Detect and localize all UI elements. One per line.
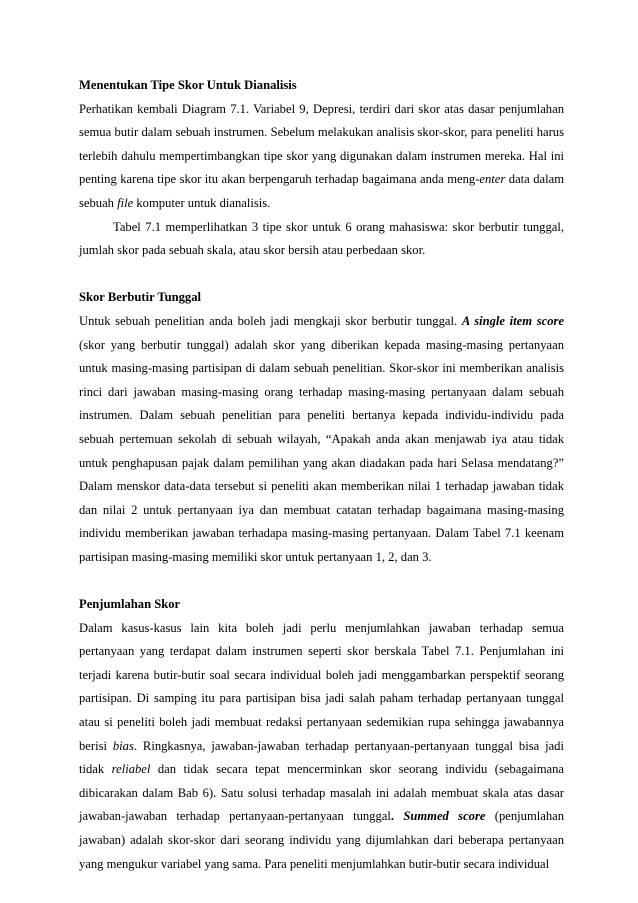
paragraph-tipe-skor-1 — [79, 98, 564, 216]
section-heading-penjumlahan-skor: Penjumlahan Skor — [79, 597, 181, 612]
text-run: (penjumlahan jawaban) adalah skor-skor dari seorang individu yang dijumlahkan dari beberapa pertanyaan yang mengukur variabel yang sama. Para peneliti menjumlahkan butir-butir secara individual — [79, 809, 565, 871]
section-spacer — [79, 263, 564, 287]
text-run: dan tidak secara tepat mencerminkan skor seorang individu (sebagaimana dibicarakan dalam Bab 6). Satu solusi terhadap masalah ini adalah membuat skala atas dasar jawaban-jawaban terhadap pertanyaan-pertanyaan tunggal — [79, 762, 564, 824]
paragraph-penjumlahan-skor — [79, 617, 564, 877]
section-spacer — [79, 569, 564, 593]
text-run: Dalam kasus-kasus lain kita boleh jadi perlu menjumlahkan jawaban terhadap semua pertanyaan yang terdapat dalam instrumen seperti skor berskala Tabel 7.1. Penjumlahan ini terjadi karena butir-butir soal secara individual boleh jadi menggambarkan perspektif seorang partisipan. Di samping itu para partisipan bisa jadi salah paham terhadap pertanyaan tunggal atau si peneliti boleh jadi membuat redaksi pertanyaan sedemikian rupa sehingga jawabannya berisi — [79, 620, 564, 753]
bold-italic-term-summed-score: Summed score — [403, 809, 486, 824]
text-run: komputer untuk dianalisis. — [133, 195, 271, 210]
text-run: data dalam sebuah — [79, 172, 564, 210]
italic-term-reliabel: reliabel — [111, 762, 151, 777]
text-run: Untuk sebuah penelitian anda boleh jadi mengkaji skor berbutir tunggal. — [79, 313, 462, 328]
bold-period: . — [390, 809, 395, 824]
italic-term-bias: bias — [112, 738, 134, 753]
text-run: (skor yang berbutir tunggal) adalah skor yang diberikan kepada masing-masing pertanyaan untuk masing-masing partisipan di dalam sebuah penelitian. Skor-skor ini memberikan analisis rinci dari jawaban masing-masing orang terhadap masing-masing pertanyaan dalam sebuah instrumen. Dalam sebuah penelitian para peneliti bertanya kepada individu-individu pada sebuah pertemuan sekolah di sebuah wilayah, “Apakah anda akan menjawab iya atau tidak untuk penghapusan pajak dalam pemilihan yang akan diadakan pada hari Selasa mendatang?” Dalam menskor data-data tersebut si peneliti akan memberikan nilai 1 terhadap jawaban tidak dan nilai 2 untuk pertanyaan iya dan membuat catatan terhadap bagaimana masing-masing individu memberikan jawaban terhadapa masing-masing pertanyaan. Dalam Tabel 7.1 keenam partisipan masing-masing memiliki skor untuk pertanyaan 1, 2, dan 3. — [79, 337, 564, 564]
text-run: . Ringkasnya, jawaban-jawaban terhadap pertanyaan-pertanyaan tunggal bisa jadi tidak — [79, 738, 564, 777]
text-run — [394, 809, 403, 823]
section-heading-skor-berbutir-tunggal: Skor Berbutir Tunggal — [79, 290, 202, 305]
paragraph-tipe-skor-2: Tabel 7.1 memperlihatkan 3 tipe skor untuk 6 orang mahasiswa: skor berbutir tunggal, jumlah skor pada sebuah skala, atau skor bersih atau perbedaan skor. — [79, 219, 564, 258]
paragraph-skor-berbutir-tunggal — [79, 310, 564, 570]
italic-term-enter: enter — [479, 172, 506, 187]
section-heading-tipe-skor: Menentukan Tipe Skor Untuk Dianalisis — [79, 78, 297, 92]
bold-italic-term-single-item-score: A single item score — [461, 313, 565, 328]
italic-term-file: file — [117, 195, 134, 210]
text-run: Perhatikan kembali Diagram 7.1. Variabel 9, Depresi, terdiri dari skor atas dasar penjumlahan semua butir dalam sebuah instrumen. Sebelum melakukan analisis skor-skor, para peneliti harus terlebih dahulu mempertimbangkan tipe skor yang digunakan dalam instrumen mereka. Hal ini penting karena tipe skor itu akan berpengaruh terhadap bagaimana anda meng- — [79, 101, 564, 187]
